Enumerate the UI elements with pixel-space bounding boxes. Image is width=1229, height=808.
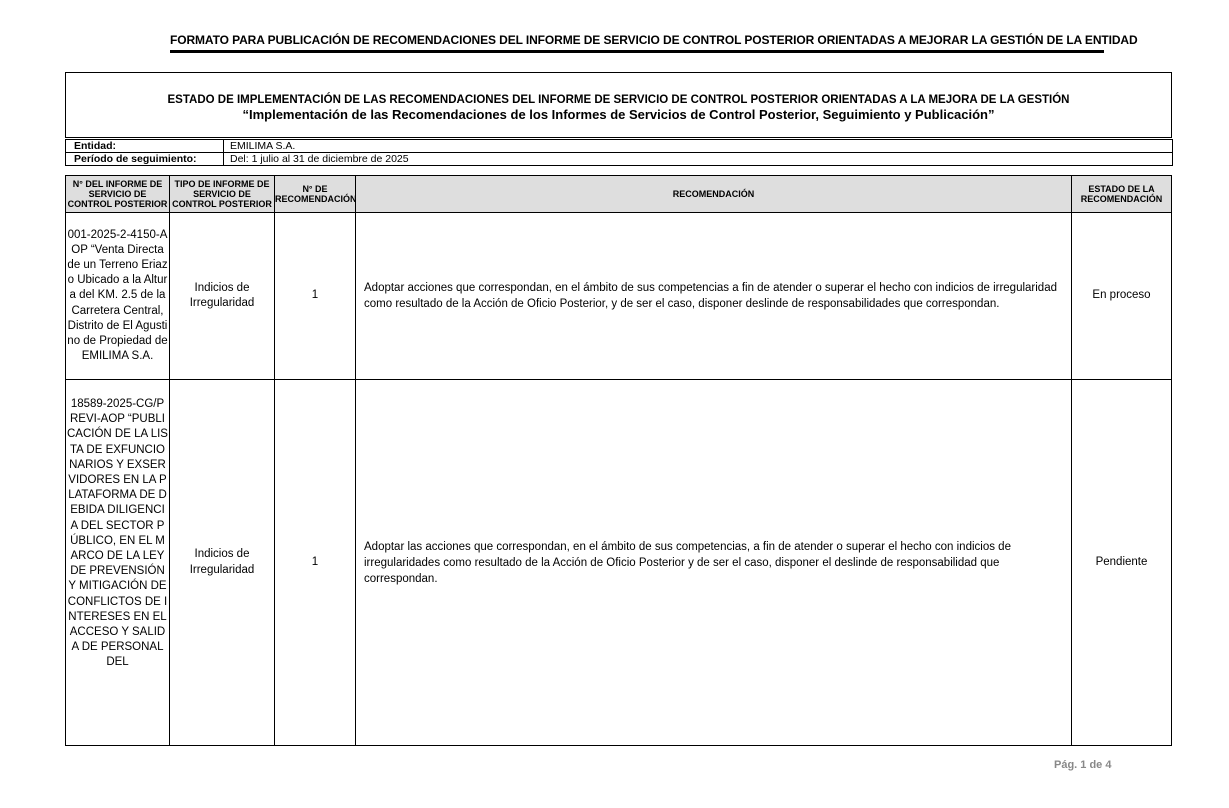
entity-label: Entidad: (66, 140, 224, 153)
table-row (66, 213, 1172, 380)
entity-info-table (65, 139, 1173, 166)
cell-recomendacion: Adoptar las acciones que correspondan, en el ámbito de sus competencias, a fin de atender o superar el hecho con indicios de irregularidades como resultado de la Acción de Oficio Posterior y de ser el caso, disponer el deslinde de responsabilidad que correspondan. (356, 380, 1072, 746)
cell-informe: 18589-2025-CG/PREVI-AOP “PUBLICACIÓN DE LA LISTA DE EXFUNCIONARIOS Y EXSERVIDORES EN LA PLATAFORMA DE DEBIDA DILIGENCIA DEL SECTOR PÚBLICO, EN EL MARCO DE LA LEY DE PREVENSIÓN Y MITIGACIÓN DE CONFLICTOS DE INTERESES EN EL ACCESO Y SALIDA DE PERSONAL DEL (66, 380, 170, 746)
cell-numero: 1 (275, 213, 356, 380)
cell-recomendacion: Adoptar acciones que correspondan, en el ámbito de sus competencias a fin de atender o superar el hecho con indicios de irregularidad como resultado de la Acción de Oficio Posterior, y de ser el caso, disponer deslinde de responsabilidades que correspondan. (356, 213, 1072, 380)
report-header-subtitle: “Implementación de las Recomendaciones de los Informes de Servicios de Control Posterior, Seguimiento y Publicación” (242, 107, 995, 122)
recommendations-table (65, 175, 1172, 746)
header-estado: ESTADO DE LA RECOMENDACIÓN (1072, 176, 1172, 213)
period-row (66, 153, 1173, 166)
table-header-row (66, 176, 1172, 213)
cell-tipo: Indicios de Irregularidad (170, 213, 275, 380)
period-value: Del: 1 julio al 31 de diciembre de 2025 (224, 153, 1173, 166)
period-label: Período de seguimiento: (66, 153, 224, 166)
table-row (66, 380, 1172, 746)
header-tipo: TIPO DE INFORME DE SERVICIO DE CONTROL POSTERIOR (170, 176, 275, 213)
report-header-box (65, 72, 1172, 138)
cell-numero: 1 (275, 380, 356, 746)
header-numero: N° DE RECOMENDACIÓN (275, 176, 356, 213)
entity-row (66, 140, 1173, 153)
report-header-title: ESTADO DE IMPLEMENTACIÓN DE LAS RECOMENDACIONES DEL INFORME DE SERVICIO DE CONTROL POSTERIOR ORIENTADAS A LA MEJORA DE LA GESTIÓN (167, 94, 1070, 106)
header-recomendacion: RECOMENDACIÓN (356, 176, 1072, 213)
cell-informe: 001-2025-2-4150-AOP “Venta Directa de un Terreno Eriazo Ubicado a la Altura del KM. 2.5 de la Carretera Central, Distrito de El Agustino de Propiedad de EMILIMA S.A. (66, 213, 170, 380)
cell-tipo: Indicios de Irregularidad (170, 380, 275, 746)
page-number: Pág. 1 de 4 (1054, 759, 1112, 771)
document-title: FORMATO PARA PUBLICACIÓN DE RECOMENDACIONES DEL INFORME DE SERVICIO DE CONTROL POSTERIOR ORIENTADAS A MEJORAR LA GESTIÓN DE LA ENTIDAD (170, 33, 1104, 53)
entity-value: EMILIMA S.A. (224, 140, 1173, 153)
cell-estado: En proceso (1072, 213, 1172, 380)
cell-estado: Pendiente (1072, 380, 1172, 746)
header-informe: N° DEL INFORME DE SERVICIO DE CONTROL POSTERIOR (66, 176, 170, 213)
